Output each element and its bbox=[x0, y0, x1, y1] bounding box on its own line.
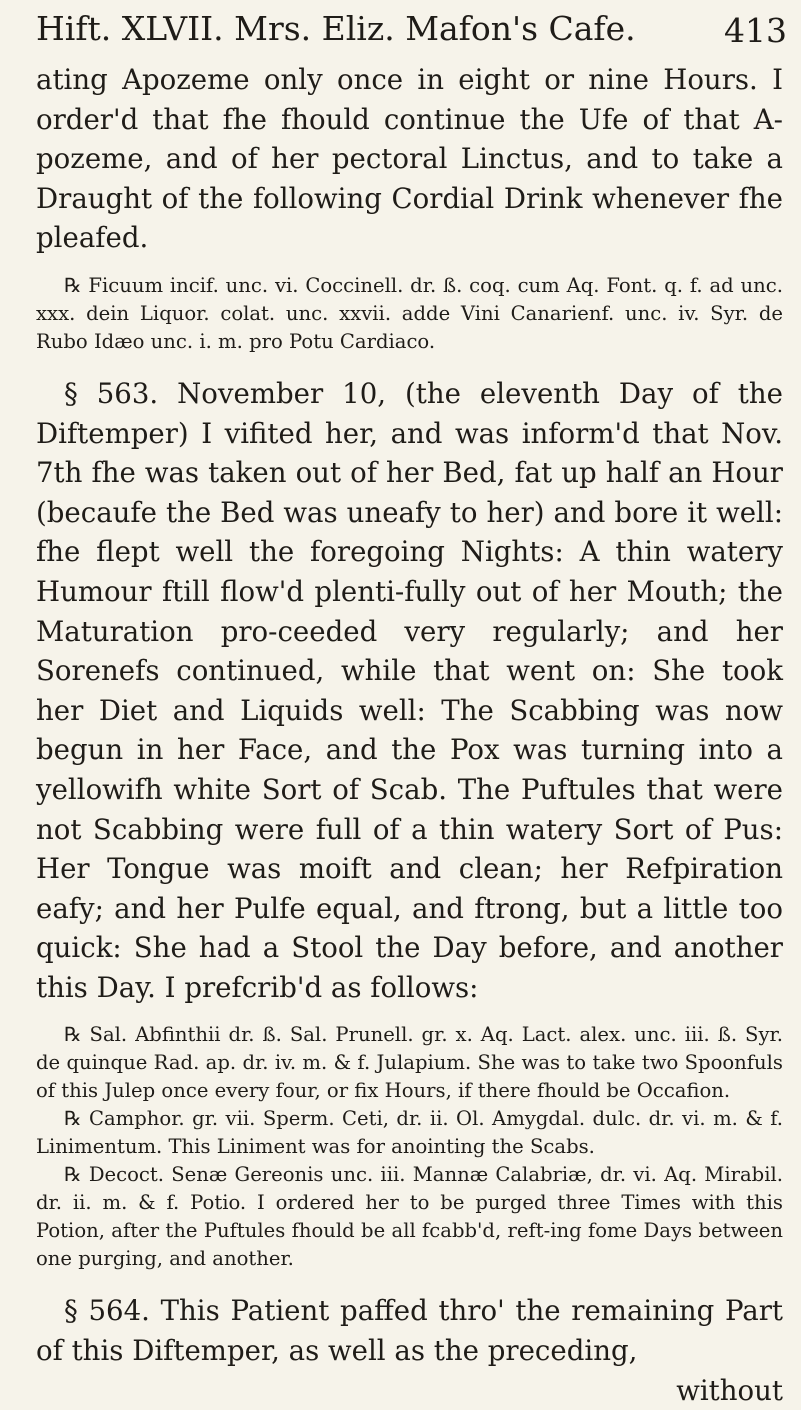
recipe-cordial-drink: ℞ Ficuum incif. unc. vi. Coccinell. dr. ß. coq. cum Aq. Font. q. f. ad unc. xxx. dein Liquor. colat. unc. xxvii. adde Vini Canarienf. unc. iv. Syr. de Rubo Idæo unc. i. m. pro Potu Cardiaco. bbox=[36, 273, 783, 353]
running-header bbox=[36, 6, 787, 52]
header-title: Hift. XLVII. Mrs. Eliz. Mafon's Cafe. bbox=[36, 9, 636, 48]
page-number: 413 bbox=[724, 11, 787, 50]
paragraph-section-563: § 563. November 10, (the eleventh Day of the Diftemper) I vifited her, and was inform'd that Nov. 7th fhe was taken out of her Bed, fat up half an Hour (becaufe the Bed was uneafy to her) and bore it well: fhe flept well the foregoing Nights: A thin watery Humour ftill flow'd plenti-fully out of her Mouth; the Maturation pro-ceeded very regularly; and her Sorenefs continued, while that went on: She took her Diet and Liquids well: The Scabbing was now begun in her Face, and the Pox was turning into a yellowifh white Sort of Scab. The Puftules that were not Scabbing were full of a thin watery Sort of Pus: Her Tongue was moift and clean; her Refpiration eafy; and her Pulfe equal, and ftrong, but a little too quick: She had a Stool the Day before, and another this Day. I prefcrib'd as follows: bbox=[36, 376, 783, 1004]
recipe-potion: ℞ Decoct. Senæ Gereonis unc. iii. Mannæ Calabriæ, dr. vi. Aq. Mirabil. dr. ii. m. & f. Potio. I ordered her to be purged three Times with this Potion, after the Puftules fhould be all fcabb'd, reft-ing fome Days between one purging, and another. bbox=[36, 1163, 783, 1271]
catchword: without bbox=[676, 1373, 783, 1407]
recipe-liniment: ℞ Camphor. gr. vii. Sperm. Ceti, dr. ii. Ol. Amygdal. dulc. dr. vi. m. & f. Linimentum. This Liniment was for anointing the Scabs. bbox=[36, 1107, 783, 1159]
paragraph-continued: ating Apozeme only once in eight or nine Hours. I order'd that fhe fhould continue the Ufe of that A-pozeme, and of her pectoral Linctus, and to take a Draught of the following Cordial Drink whenever fhe pleafed. bbox=[36, 63, 783, 255]
paragraph-section-564: § 564. This Patient paffed thro' the remaining Part of this Diftemper, as well as the preceding, bbox=[36, 1294, 783, 1368]
recipe-julep: ℞ Sal. Abfinthii dr. ß. Sal. Prunell. gr. x. Aq. Lact. alex. unc. iii. ß. Syr. de quinque Rad. ap. dr. iv. m. & f. Julapium. She was to take two Spoonfuls of this Julep once every four, or fix Hours, if there fhould be Occafion. bbox=[36, 1023, 783, 1103]
page-body bbox=[36, 60, 783, 1410]
